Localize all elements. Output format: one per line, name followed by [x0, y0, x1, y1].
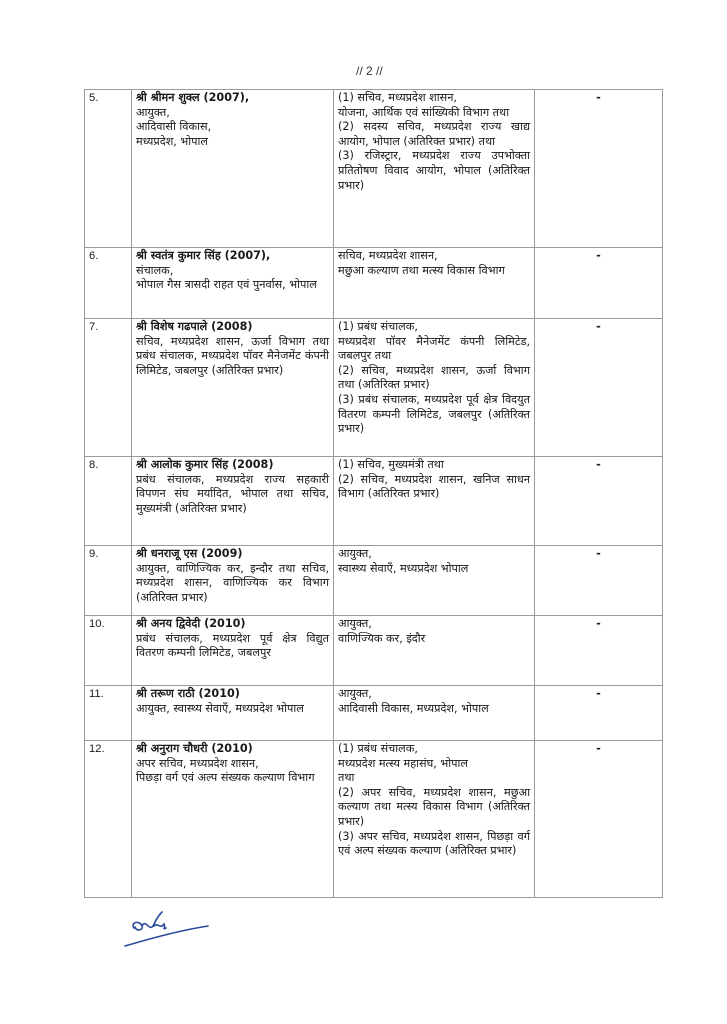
- new-posting-line: (3) अपर सचिव, मध्यप्रदेश शासन, पिछड़ा वर्ग एवं अल्प संख्यक कल्याण (अतिरिक्त प्रभार): [338, 829, 530, 858]
- officer-name: श्री स्वतंत्र कुमार सिंह (2007),: [136, 249, 271, 262]
- serial-number: 5.: [85, 90, 132, 248]
- new-posting-cell: [334, 686, 535, 741]
- officer-name: श्री श्रीमन शुक्ल (2007),: [136, 91, 250, 104]
- officer-cell: [132, 319, 334, 457]
- table-row: [85, 546, 663, 616]
- new-posting-line: (2) सचिव, मध्यप्रदेश शासन, ऊर्जा विभाग तथा (अतिरिक्त प्रभार): [338, 363, 530, 392]
- remark-cell: -: [535, 616, 663, 686]
- new-posting-cell: [334, 248, 535, 319]
- new-posting-line: (1) सचिव, मुख्यमंत्री तथा: [338, 458, 444, 471]
- serial-number: 12.: [85, 741, 132, 898]
- new-posting-cell: [334, 616, 535, 686]
- new-posting-line: (2) सचिव, मध्यप्रदेश शासन, खनिज साधन विभाग (अतिरिक्त प्रभार): [338, 472, 530, 501]
- table-row: [85, 686, 663, 741]
- new-posting-line: आयुक्त,: [338, 617, 372, 630]
- remark-cell: -: [535, 90, 663, 248]
- remark-cell: -: [535, 546, 663, 616]
- officer-cell: [132, 90, 334, 248]
- current-post-line: भोपाल गैस त्रासदी राहत एवं पुनर्वास, भोपाल: [136, 278, 317, 292]
- current-post-line: आयुक्त, स्वास्थ्य सेवाएँ, मध्यप्रदेश भोपाल: [136, 701, 304, 715]
- new-posting-cell: [334, 741, 535, 898]
- serial-number: 6.: [85, 248, 132, 319]
- officer-cell: [132, 546, 334, 616]
- table-row: [85, 319, 663, 457]
- officer-cell: [132, 741, 334, 898]
- remark-cell: -: [535, 741, 663, 898]
- new-posting-cell: [334, 457, 535, 546]
- new-posting-line: (2) सदस्य सचिव, मध्यप्रदेश राज्य खाद्य आयोग, भोपाल (अतिरिक्त प्रभार) तथा: [338, 120, 530, 148]
- current-post-line: पिछड़ा वर्ग एवं अल्प संख्यक कल्याण विभाग: [136, 771, 315, 785]
- new-posting-line: (2) अपर सचिव, मध्यप्रदेश शासन, मछुआ कल्याण तथा मत्स्य विकास विभाग (अतिरिक्त प्रभार): [338, 785, 530, 828]
- new-posting-line: स्वास्थ्य सेवाएँ, मध्यप्रदेश भोपाल: [338, 561, 469, 575]
- serial-number: 7.: [85, 319, 132, 457]
- new-posting-line: आयुक्त,: [338, 687, 372, 700]
- officer-name: श्री विशेष गढपाले (2008): [136, 320, 253, 333]
- page-number: // 2 //: [356, 64, 383, 78]
- remark-cell: -: [535, 319, 663, 457]
- serial-number: 8.: [85, 457, 132, 546]
- table-row: [85, 741, 663, 898]
- transfer-order-table: [84, 89, 663, 898]
- new-posting-line: (1) प्रबंध संचालक,: [338, 320, 418, 333]
- current-post-line: मध्यप्रदेश, भोपाल: [136, 134, 209, 148]
- new-posting-cell: [334, 319, 535, 457]
- new-posting-line: (1) प्रबंध संचालक,: [338, 742, 418, 755]
- remark-cell: -: [535, 686, 663, 741]
- current-post-line: अपर सचिव, मध्यप्रदेश शासन,: [136, 756, 259, 770]
- current-post-line: संचालक,: [136, 263, 174, 277]
- new-posting-line: (1) सचिव, मध्यप्रदेश शासन,: [338, 91, 457, 104]
- serial-number: 11.: [85, 686, 132, 741]
- new-posting-line: सचिव, मध्यप्रदेश शासन,: [338, 249, 438, 262]
- current-post-line: सचिव, मध्यप्रदेश शासन, ऊर्जा विभाग तथा प्रबंध संचालक, मध्यप्रदेश पॉवर मैनेजमेंट कंपनी लिमिटेड, जबलपुर (अतिरिक्त प्रभार): [136, 334, 329, 377]
- new-posting-line: आयुक्त,: [338, 547, 372, 560]
- new-posting-cell: [334, 546, 535, 616]
- new-posting-line: (3) प्रबंध संचालक, मध्यप्रदेश पूर्व क्षेत्र विदयुत वितरण कम्पनी लिमिटेड, जबलपुर (अतिरिक्त प्रभार): [338, 392, 530, 436]
- officer-name: श्री आलोक कुमार सिंह (2008): [136, 458, 274, 471]
- new-posting-line: (3) रजिस्ट्रार, मध्यप्रदेश राज्य उपभोक्ता प्रतितोषण विवाद आयोग, भोपाल (अतिरिक्त प्रभार): [338, 149, 530, 192]
- new-posting-cell: [334, 90, 535, 248]
- table-row: [85, 457, 663, 546]
- remark-cell: -: [535, 457, 663, 546]
- current-post-line: प्रबंध संचालक, मध्यप्रदेश पूर्व क्षेत्र विद्युत वितरण कम्पनी लिमिटेड, जबलपुर: [136, 631, 329, 660]
- new-posting-line: योजना, आर्थिक एवं सांख्यिकी विभाग तथा: [338, 105, 510, 119]
- officer-cell: [132, 616, 334, 686]
- current-post-line: आयुक्त, वाणिज्यिक कर, इन्दौर तथा सचिव, मध्यप्रदेश शासन, वाणिज्यिक कर विभाग (अतिरिक्त प्रभार): [136, 561, 329, 604]
- officer-name: श्री अनय द्विवेदी (2010): [136, 617, 246, 630]
- current-post-line: आयुक्त,: [136, 105, 170, 119]
- officer-name: श्री तरूण राठी (2010): [136, 687, 240, 700]
- current-post-line: प्रबंध संचालक, मध्यप्रदेश राज्य सहकारी विपणन संघ मर्यादित, भोपाल तथा सचिव, मुख्यमंत्री (अतिरिक्त प्रभार): [136, 472, 329, 515]
- signature: [122, 908, 212, 948]
- new-posting-line: आदिवासी विकास, मध्यप्रदेश, भोपाल: [338, 701, 489, 715]
- remark-cell: -: [535, 248, 663, 319]
- table-row: [85, 248, 663, 319]
- table-row: [85, 90, 663, 248]
- table-row: [85, 616, 663, 686]
- serial-number: 10.: [85, 616, 132, 686]
- serial-number: 9.: [85, 546, 132, 616]
- new-posting-line: मछुआ कल्याण तथा मत्स्य विकास विभाग: [338, 263, 505, 277]
- officer-cell: [132, 248, 334, 319]
- new-posting-line: मध्यप्रदेश पॉवर मैनेजमेंट कंपनी लिमिटेड, जबलपुर तथा: [338, 334, 530, 363]
- officer-cell: [132, 457, 334, 546]
- current-post-line: आदिवासी विकास,: [136, 120, 212, 134]
- officer-name: श्री धनराजू एस (2009): [136, 547, 243, 560]
- officer-cell: [132, 686, 334, 741]
- new-posting-line: तथा: [338, 771, 355, 785]
- new-posting-line: मध्यप्रदेश मत्स्य महासंघ, भोपाल: [338, 756, 468, 770]
- officer-name: श्री अनुराग चौधरी (2010): [136, 742, 253, 755]
- new-posting-line: वाणिज्यिक कर, इंदौर: [338, 631, 426, 645]
